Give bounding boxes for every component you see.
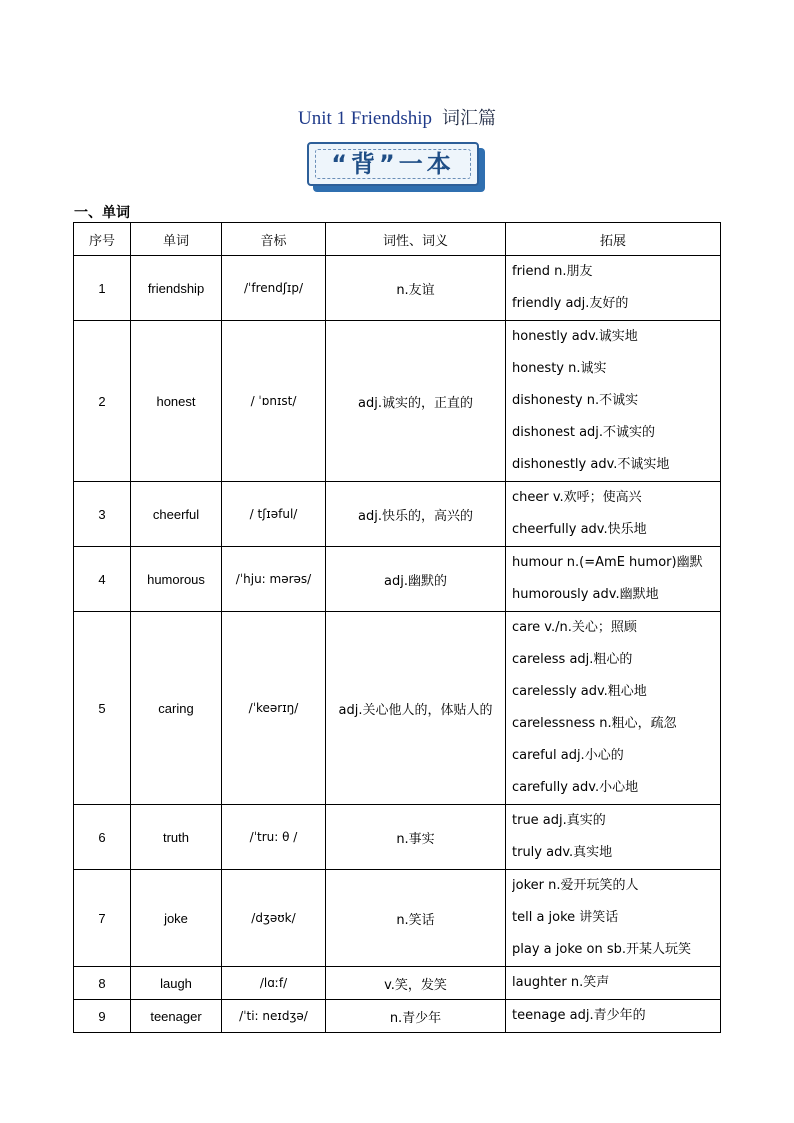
cell-meaning: adj.诚实的，正直的 (326, 321, 506, 482)
header-part-of-speech: 词性、词义 (326, 223, 506, 256)
cell-phonetic: /ˈfrendʃɪp/ (222, 256, 326, 321)
table-row (74, 1000, 721, 1033)
cell-word: joke (131, 870, 222, 967)
cell-number: 1 (74, 256, 131, 321)
table-row (74, 482, 721, 547)
cell-word: teenager (131, 1000, 222, 1033)
extension-line: joker n.爱开玩笑的人 (512, 878, 639, 893)
cell-number: 8 (74, 967, 131, 1000)
cell-extension (506, 1000, 721, 1033)
cell-number: 5 (74, 612, 131, 805)
extension-line: carefully adv.小心地 (512, 780, 639, 795)
header-phonetic: 音标 (222, 223, 326, 256)
extension-line: play a joke on sb.开某人玩笑 (512, 942, 691, 957)
extension-line: dishonest adj.不诚实的 (512, 425, 656, 440)
extension-line: honesty n.诚实 (512, 361, 607, 376)
extension-line: carelessness n.粗心，疏忽 (512, 716, 677, 731)
cell-word: cheerful (131, 482, 222, 547)
header-number: 序号 (74, 223, 131, 256)
cell-word: truth (131, 805, 222, 870)
cell-extension (506, 547, 721, 612)
cell-word: caring (131, 612, 222, 805)
cell-meaning: v.笑，发笑 (326, 967, 506, 1000)
table-row (74, 612, 721, 805)
badge-text: “背”一本 (331, 150, 455, 178)
extension-line: careful adj.小心的 (512, 748, 624, 763)
extension-line: care v./n.关心；照顾 (512, 620, 637, 635)
table-row (74, 256, 721, 321)
extension-line: careless adj.粗心的 (512, 652, 633, 667)
cell-number: 6 (74, 805, 131, 870)
cell-extension (506, 805, 721, 870)
cell-number: 2 (74, 321, 131, 482)
cell-extension (506, 321, 721, 482)
header-extension: 拓展 (506, 223, 721, 256)
cell-extension (506, 870, 721, 967)
extension-line: laughter n.笑声 (512, 975, 610, 990)
cell-word: laugh (131, 967, 222, 1000)
header-word: 单词 (131, 223, 222, 256)
extension-line: humour n.(=AmE humor)幽默 (512, 555, 703, 570)
cell-phonetic: / ˈɒnɪst/ (222, 321, 326, 482)
cell-extension (506, 612, 721, 805)
cell-extension (506, 256, 721, 321)
cell-phonetic: /dʒəʊk/ (222, 870, 326, 967)
table-row (74, 805, 721, 870)
page-title (0, 104, 794, 130)
extension-line: honestly adv.诚实地 (512, 329, 638, 344)
cell-number: 7 (74, 870, 131, 967)
extension-line: truly adv.真实地 (512, 845, 613, 860)
cell-meaning: n.青少年 (326, 1000, 506, 1033)
cell-phonetic: /ˈtru: θ / (222, 805, 326, 870)
cell-extension (506, 967, 721, 1000)
cell-meaning: adj.关心他人的，体贴人的 (326, 612, 506, 805)
cell-word: humorous (131, 547, 222, 612)
extension-line: dishonestly adv.不诚实地 (512, 457, 670, 472)
section-heading: 一、单词 (74, 205, 130, 221)
cell-phonetic: /ˈkeərɪŋ/ (222, 612, 326, 805)
extension-line: cheer v.欢呼；使高兴 (512, 490, 642, 505)
cell-meaning: n.笑话 (326, 870, 506, 967)
table-row (74, 870, 721, 967)
extension-line: friendly adj.友好的 (512, 296, 629, 311)
cell-meaning: n.事实 (326, 805, 506, 870)
cell-number: 3 (74, 482, 131, 547)
section-badge (307, 142, 483, 188)
table-row (74, 547, 721, 612)
extension-line: teenage adj.青少年的 (512, 1008, 646, 1023)
vocab-table-body (74, 256, 721, 1033)
table-header-row (74, 223, 721, 256)
table-row (74, 967, 721, 1000)
cell-meaning: adj.快乐的，高兴的 (326, 482, 506, 547)
extension-line: dishonesty n.不诚实 (512, 393, 639, 408)
cell-extension (506, 482, 721, 547)
cell-phonetic: / tʃɪəful/ (222, 482, 326, 547)
title-chinese: 词汇篇 (442, 108, 497, 129)
vocab-table (73, 222, 721, 1033)
extension-line: tell a joke 讲笑话 (512, 910, 619, 925)
cell-phonetic: /lɑːf/ (222, 967, 326, 1000)
cell-phonetic: /ˈti: neɪdʒə/ (222, 1000, 326, 1033)
extension-line: humorously adv.幽默地 (512, 587, 659, 602)
extension-line: cheerfully adv.快乐地 (512, 522, 647, 537)
cell-word: honest (131, 321, 222, 482)
extension-line: true adj.真实的 (512, 813, 606, 828)
extension-line: friend n.朋友 (512, 264, 593, 279)
cell-meaning: n.友谊 (326, 256, 506, 321)
extension-line: carelessly adv.粗心地 (512, 684, 647, 699)
cell-phonetic: /ˈhju: mərəs/ (222, 547, 326, 612)
title-english: Unit 1 Friendship (297, 108, 433, 129)
table-row (74, 321, 721, 482)
cell-meaning: adj.幽默的 (326, 547, 506, 612)
cell-word: friendship (131, 256, 222, 321)
cell-number: 4 (74, 547, 131, 612)
cell-number: 9 (74, 1000, 131, 1033)
